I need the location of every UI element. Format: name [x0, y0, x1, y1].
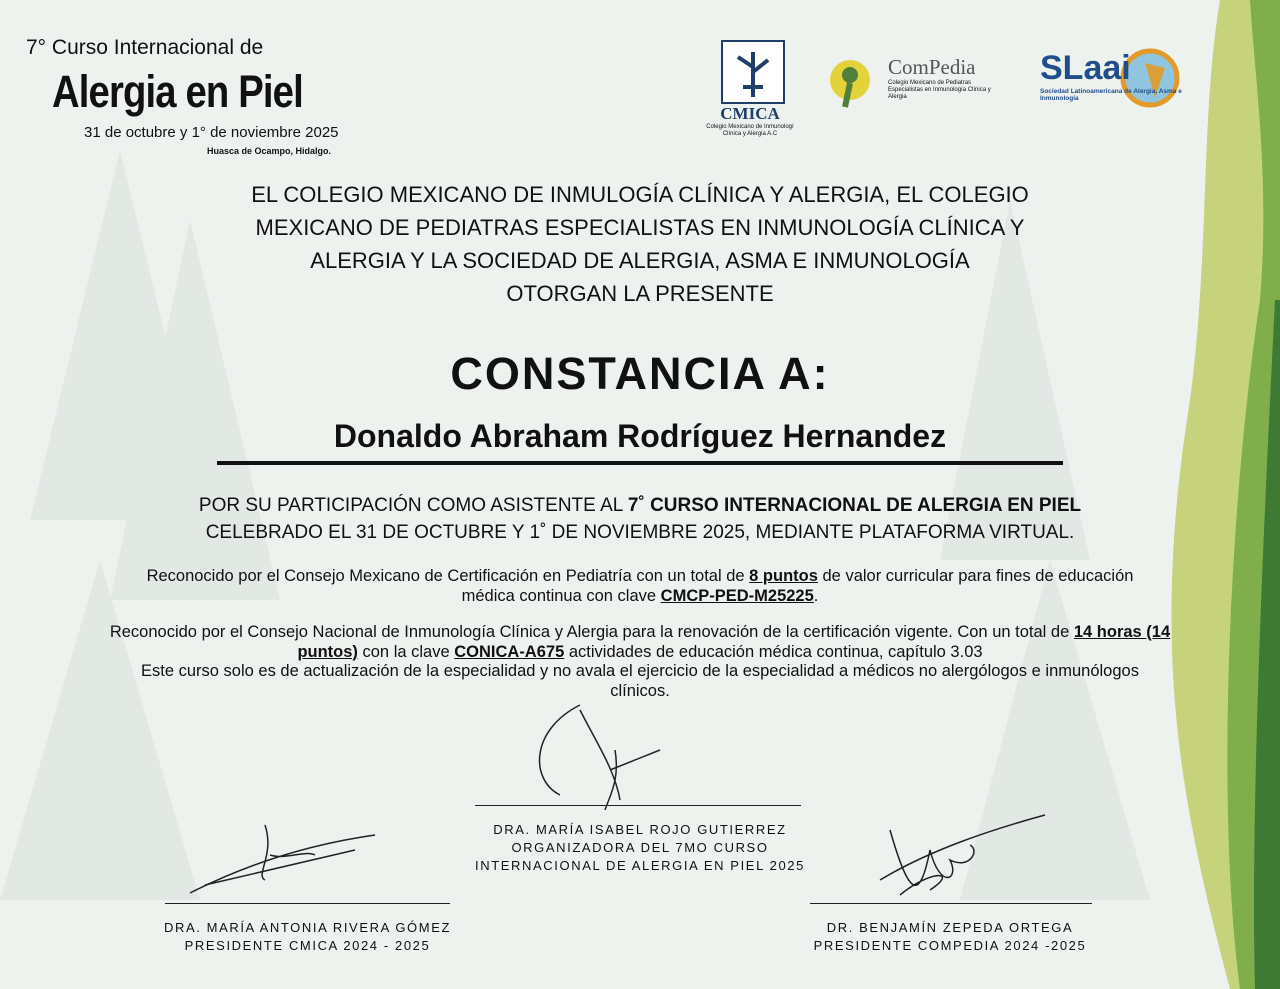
signer-name: DRA. MARÍA ANTONIA RIVERA GÓMEZ [163, 920, 452, 935]
signer-name: DRA. MARÍA ISABEL ROJO GUTIERREZ [493, 822, 787, 837]
event-place: Huasca de Ocampo, Hidalgo. [207, 146, 332, 156]
signature-right-image [870, 810, 1050, 905]
signature-line-right [810, 903, 1092, 904]
recipient-name: Donaldo Abraham Rodríguez Hernandez [217, 418, 1063, 465]
compedia-subtitle: Colegio Mexicano de Pediatras Especialistas en Inmunología Clínica y Alergia [888, 80, 991, 100]
signature-left-text [120, 919, 495, 955]
cmica-name: CMICA [720, 104, 780, 123]
signer-role: PRESIDENTE CMICA 2024 - 2025 [184, 938, 431, 953]
recognition-conica: Reconocido por el Consejo Nacional de Inmunología Clínica y Alergia para la renovación de la certificación vigente. Con un total de 14 horas (14 puntos) con la clave CONICA-A675 actividades de educación médica continua, capítulo 3.03 Este curso solo es de actualización de la especialidad y no avala el ejercicio de la especialidad a médicos no alergólogos e inmunólogos clínicos. [80, 623, 1200, 701]
cmica-emblem-icon [721, 40, 785, 104]
intro-line: OTORGAN LA PRESENTE [506, 281, 774, 306]
signature-center-image [520, 700, 680, 810]
points-value: 8 puntos [749, 567, 818, 585]
intro-line: ALERGIA Y LA SOCIEDAD DE ALERGIA, ASMA E INMUNOLOGÍA [310, 248, 970, 273]
conica-key: CONICA-A675 [454, 642, 565, 661]
slaai-subtitle: Sociedad Latinoamericana de Alergia, Asma e Inmunología [1040, 88, 1182, 102]
signer-role: ORGANIZADORA DEL 7MO CURSO [511, 840, 769, 855]
compedia-emblem-icon [820, 55, 880, 110]
signature-line-center [475, 805, 801, 806]
signature-right-text [770, 919, 1130, 955]
cmcp-key: CMCP-PED-M25225 [660, 586, 814, 605]
signature-center-text [440, 821, 840, 875]
slaai-logo [1040, 48, 1190, 102]
course-name: 7˚ CURSO INTERNACIONAL DE ALERGIA EN PIEL [627, 495, 1082, 516]
disclaimer: Este curso solo es de actualización de la especialidad y no avala el ejercicio de la especialidad a médicos no alergólogos e inmunólogos clínicos. [141, 662, 1139, 700]
intro-line: EL COLEGIO MEXICANO DE INMULOGÍA CLÍNICA Y ALERGIA, EL COLEGIO [251, 182, 1029, 207]
issuing-statement [150, 178, 1130, 310]
intro-line: MEXICANO DE PEDIATRAS ESPECIALISTAS EN INMUNOLOGÍA CLÍNICA Y [255, 215, 1025, 240]
recognition-cmcp: Reconocido por el Consejo Mexicano de Certificación en Pediatría con un total de 8 puntos de valor curricular para fines de educación médica continua con clave CMCP-PED-M25225. [146, 567, 1134, 605]
slaai-name: SLaai [1040, 49, 1131, 87]
event-subtitle: 7° Curso Internacional de [26, 36, 264, 59]
signer-role: INTERNACIONAL DE ALERGIA EN PIEL 2025 [475, 858, 805, 873]
event-title: Alergia en Piel [52, 66, 303, 117]
cmica-subtitle: Colegio Mexicano de Inmunologí Clínica y Alergia A.C [706, 124, 794, 137]
participation-text [60, 492, 1220, 546]
participation-pre: POR SU PARTICIPACIÓN COMO ASISTENTE AL [198, 495, 628, 516]
signer-name: DR. BENJAMÍN ZEPEDA ORTEGA [826, 920, 1074, 935]
signature-left-image [185, 815, 385, 900]
hours-value: 14 horas (14 puntos) [297, 623, 1171, 661]
signature-line-left [165, 903, 450, 904]
participation-line2: CELEBRADO EL 31 DE OCTUBRE Y 1˚ DE NOVIEMBRE 2025, MEDIANTE PLATAFORMA VIRTUAL. [205, 522, 1075, 543]
compedia-name: ComPedia [888, 55, 976, 79]
event-dates: 31 de octubre y 1° de noviembre 2025 [84, 124, 339, 141]
certificate-heading: CONSTANCIA A: [450, 348, 830, 399]
signer-role: PRESIDENTE COMPEDIA 2024 -2025 [813, 938, 1087, 953]
compedia-logo [820, 55, 1010, 110]
cmica-logo [705, 40, 795, 138]
